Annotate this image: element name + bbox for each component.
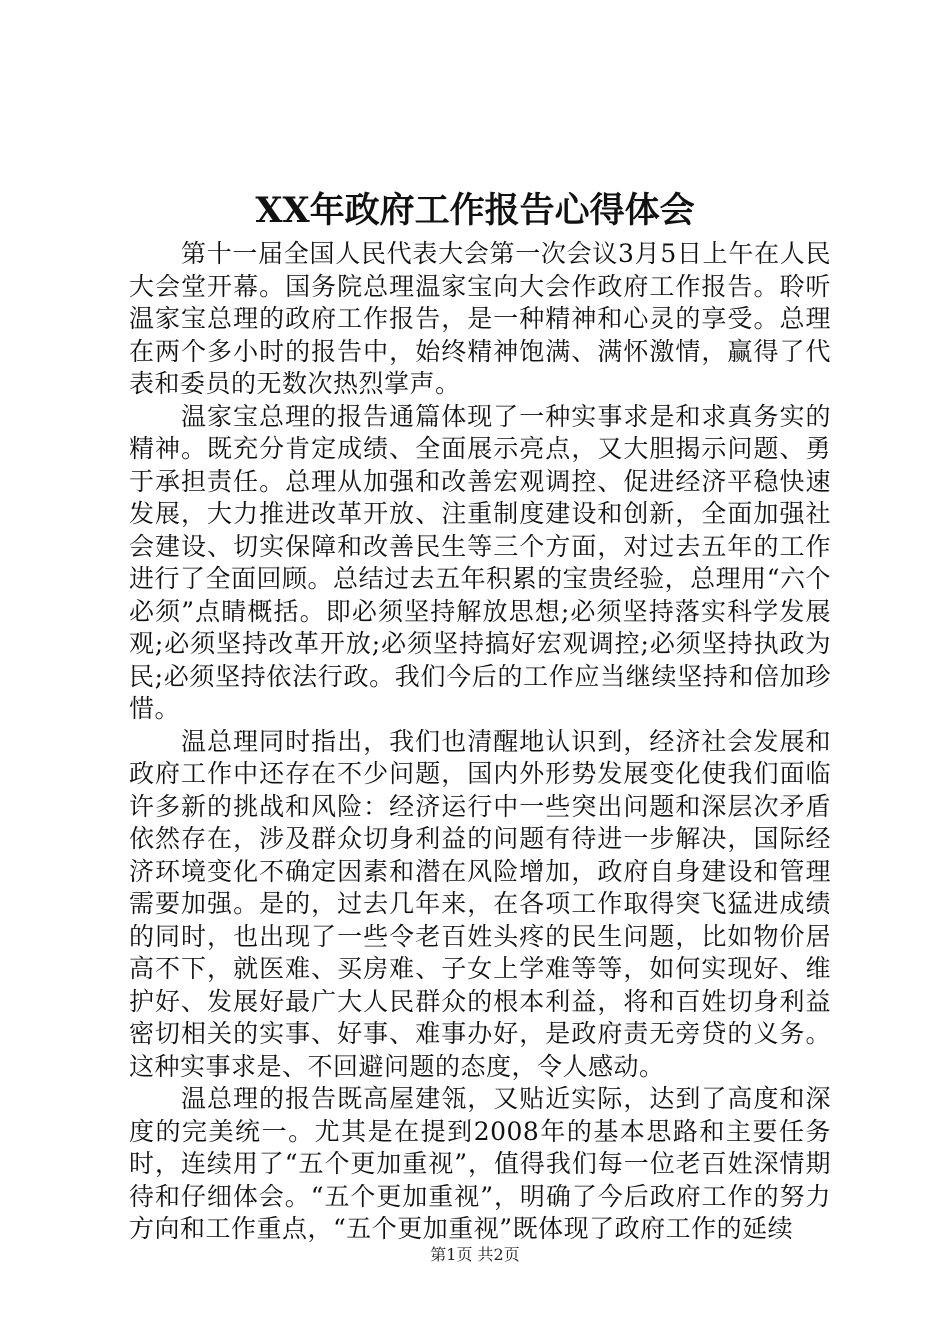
paragraph-4: 温总理的报告既高屋建瓴，又贴近实际，达到了高度和深度的完美统一。尤其是在提到2008年的基本思路和主要任务时，连续用了“五个更加重视”，值得我们每一位老百姓深情期待和仔细体会。“五个更加重视”，明确了今后政府工作的努力方向和工作重点，“五个更加重视”既体现了政府工作的延续 [129, 1084, 831, 1243]
paragraph-2: 温家宝总理的报告通篇体现了一种实事求是和求真务实的精神。既充分肯定成绩、全面展示亮点，又大胆揭示问题、勇于承担责任。总理从加强和改善宏观调控、促进经济平稳快速发展，大力推进改革开放、注重制度建设和创新，全面加强社会建设、切实保障和改善民生等三个方面，对过去五年的工作进行了全面回顾。总结过去五年积累的宝贵经验，总理用“六个必须”点睛概括。即必须坚持解放思想;必须坚持落实科学发展观;必须坚持改革开放;必须坚持搞好宏观调控;必须坚持执政为民;必须坚持依法行政。我们今后的工作应当继续坚持和倍加珍惜。 [129, 401, 831, 723]
paragraph-3: 温总理同时指出，我们也清醒地认识到，经济社会发展和政府工作中还存在不少问题，国内外形势发展变化使我们面临许多新的挑战和风险：经济运行中一些突出问题和深层次矛盾依然存在，涉及群众切身利益的问题有待进一步解决，国际经济环境变化不确定因素和潜在风险增加，政府自身建设和管理需要加强。是的，过去几年来，在各项工作取得突飞猛进成绩的同时，也出现了一些令老百姓头疼的民生问题，比如物价居高不下，就医难、买房难、子女上学难等等，如何实现好、维护好、发展好最广大人民群众的根本利益，将和百姓切身利益密切相关的实事、好事、难事办好，是政府责无旁贷的义务。这种实事求是、不回避问题的态度，令人感动。 [129, 726, 831, 1081]
document-title: XX年政府工作报告心得体会 [255, 190, 695, 231]
document-body [129, 238, 831, 1246]
page-footer: 第1页 共2页 [430, 1245, 520, 1264]
paragraph-1: 第十一届全国人民代表大会第一次会议3月5日上午在人民大会堂开幕。国务院总理温家宝向大会作政府工作报告。聆听温家宝总理的政府工作报告，是一种精神和心灵的享受。总理在两个多小时的报告中，始终精神饱满、满怀激情，赢得了代表和委员的无数次热烈掌声。 [129, 239, 831, 398]
